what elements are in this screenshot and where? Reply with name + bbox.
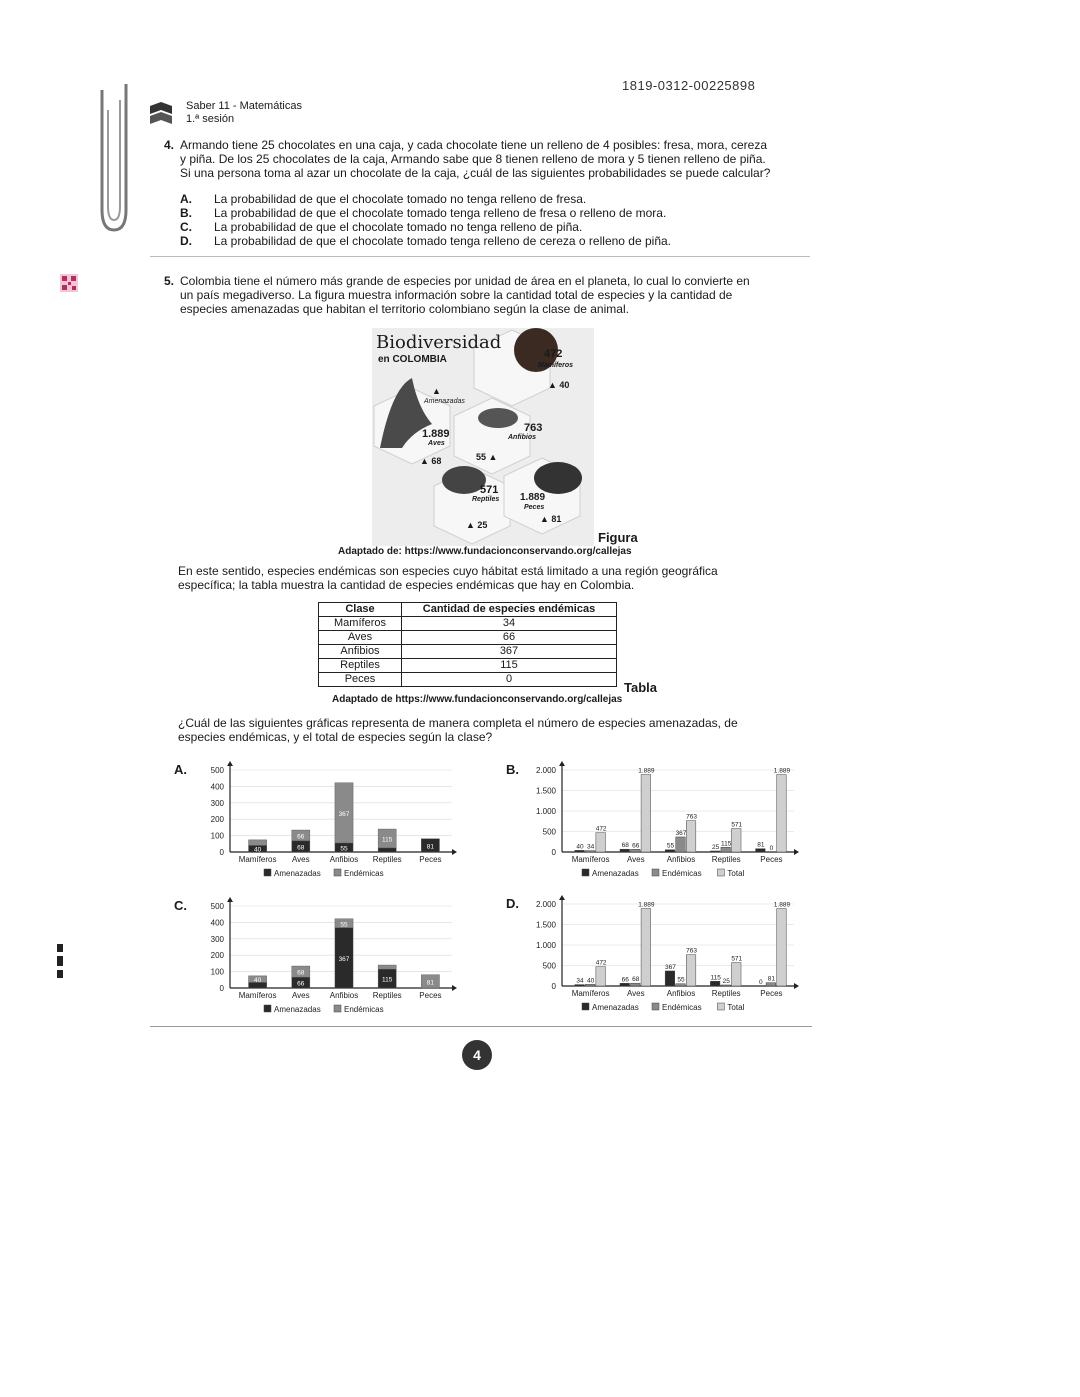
y-tick-label: 1.500	[535, 920, 556, 930]
data-label: 66	[621, 976, 629, 984]
y-tick-label: 100	[210, 831, 224, 841]
bar	[721, 847, 731, 852]
data-label: 81	[767, 975, 776, 983]
bar	[575, 850, 585, 852]
legend-swatch	[717, 1003, 724, 1010]
table-caption: Tabla	[624, 680, 657, 695]
exam-logo-icon	[148, 100, 174, 126]
threat-legend-label: Amenazadas	[424, 398, 465, 405]
birds-total: 1.889	[422, 428, 450, 440]
chart-c-svg	[174, 896, 464, 1020]
legend-swatch	[264, 1005, 271, 1012]
biodiversity-infographic: Biodiversidad en COLOMBIA 472 Mamíferos ▲ 40 ▲ Amenazadas 1.889 Aves ▲ 68 763 Anfibios 55 ▲ 571 Reptiles ▲ 25 1.889 Peces ▲ 81	[372, 328, 594, 546]
data-label: 68	[632, 976, 640, 984]
option-letter: C.	[174, 898, 187, 913]
legend-label: Endémicas	[662, 1003, 702, 1012]
question-text-line: Si una persona toma al azar un chocolate de la caja, ¿cuál de las siguientes probabilidades se puede calcular?	[180, 166, 771, 180]
data-label: 66	[297, 980, 305, 988]
table-source: Adaptado de https://www.fundacionconservando.org/callejas	[332, 694, 623, 705]
data-label: 115	[721, 840, 732, 848]
y-axis-arrow	[559, 895, 565, 900]
y-tick-label: 500	[542, 827, 556, 837]
x-tick-label: Reptiles	[711, 989, 741, 998]
data-label: 68	[297, 844, 305, 852]
legend-swatch	[717, 869, 724, 876]
x-axis-arrow	[452, 849, 457, 855]
amphibians-label: Anfibios	[508, 434, 536, 441]
x-tick-label: Mamíferos	[238, 855, 277, 864]
divider	[150, 256, 810, 257]
subject-title: Saber 11 - Matemáticas	[186, 100, 302, 112]
prompt-line: ¿Cuál de las siguientes gráficas representa de manera completa el número de especies amenazadas, de	[178, 716, 738, 730]
paragraph-line: En este sentido, especies endémicas son especies cuyo hábitat está limitado a una región geográfica	[178, 564, 718, 578]
data-label: 40	[253, 977, 262, 985]
data-label: 68	[621, 842, 629, 850]
legend-label: Amenazadas	[274, 1005, 321, 1014]
y-tick-label: 1.500	[535, 786, 556, 796]
x-tick-label: Reptiles	[711, 855, 741, 864]
fish-threatened: 81	[551, 514, 562, 524]
y-tick-label: 100	[210, 967, 224, 977]
prompt-line: especies endémicas, y el total de especies según la clase?	[178, 730, 493, 744]
table-header: Cantidad de especies endémicas	[402, 603, 617, 617]
legend-swatch	[334, 1005, 341, 1012]
x-tick-label: Peces	[760, 989, 783, 998]
data-label: 1.889	[638, 767, 655, 775]
qr-mark-icon	[60, 274, 78, 292]
y-tick-label: 500	[542, 961, 556, 971]
y-tick-label: 1.000	[535, 941, 556, 950]
data-label: 115	[382, 976, 393, 984]
amphibians-threatened: 55	[476, 452, 487, 462]
bar	[631, 849, 641, 852]
y-tick-label: 1.000	[535, 807, 556, 816]
y-tick-label: 200	[210, 951, 224, 961]
bar	[596, 833, 606, 852]
fish-icon	[534, 462, 582, 494]
answer-option[interactable]: C. La probabilidad de que el chocolate tomado no tenga relleno de piña.	[180, 220, 583, 234]
question-number: 4.	[164, 138, 175, 152]
y-tick-label: 0	[551, 982, 556, 991]
question-text-line: y piña. De los 25 chocolates de la caja, Armando sabe que 8 tienen relleno de mora y 5 tienen relleno de piña.	[180, 152, 766, 166]
reptiles-label: Reptiles	[472, 496, 500, 503]
option-letter: A.	[174, 762, 187, 777]
y-tick-label: 0	[551, 848, 556, 857]
data-label: 472	[595, 959, 607, 967]
question-text-line: un país megadiverso. La figura muestra información sobre la cantidad total de especies y la cantidad de	[180, 288, 733, 302]
y-axis-arrow	[559, 761, 565, 766]
data-label: 40	[253, 846, 262, 854]
question-text-line: especies amenazadas que habitan el territorio colombiano según la clase de animal.	[180, 302, 629, 316]
chart-b-svg	[506, 760, 806, 884]
bar	[710, 981, 720, 986]
data-label: 115	[710, 974, 721, 982]
session-label: 1.ª sesión	[186, 113, 235, 125]
chart-option-c[interactable]	[174, 896, 464, 1020]
y-tick-label: 300	[210, 798, 224, 808]
document-code: 1819-0312-00225898	[622, 78, 756, 93]
x-tick-label: Mamíferos	[571, 855, 610, 864]
data-label: 81	[426, 843, 435, 851]
data-label: 66	[632, 842, 640, 850]
y-tick-label: 200	[210, 815, 224, 825]
legend-label: Total	[727, 1003, 745, 1012]
side-margin-mark	[56, 944, 64, 978]
bar	[686, 955, 696, 986]
x-tick-label: Reptiles	[372, 991, 402, 1000]
question-number: 5.	[164, 274, 175, 288]
paragraph-endemic	[178, 564, 804, 592]
data-label: 367	[665, 963, 676, 971]
option-letter: B.	[506, 762, 519, 777]
infographic-title: Biodiversidad	[376, 332, 502, 353]
table-row: Mamíferos 34	[319, 617, 617, 631]
question-text-line: Colombia tiene el número más grande de especies por unidad de área en el planeta, lo cual lo convierte en	[180, 274, 750, 288]
infographic-subtitle: COLOMBIA	[392, 354, 447, 365]
data-label: 66	[297, 833, 305, 841]
amphibians-total: 763	[524, 422, 543, 434]
data-label: 40	[576, 843, 584, 851]
data-label: 0	[759, 979, 763, 986]
data-label: 571	[731, 821, 743, 829]
bar	[575, 985, 585, 986]
bar	[710, 851, 720, 852]
bar	[585, 851, 595, 852]
paper-clip-icon	[88, 80, 132, 240]
page-header	[148, 100, 348, 128]
bar	[721, 985, 731, 986]
x-tick-label: Peces	[760, 855, 783, 864]
bar	[665, 971, 675, 986]
legend-swatch	[582, 869, 589, 876]
paragraph-line: específica; la tabla muestra la cantidad de especies endémicas que hay en Colombia.	[178, 578, 635, 592]
x-tick-label: Peces	[419, 855, 442, 864]
x-tick-label: Mamíferos	[571, 989, 610, 998]
data-label: 1.889	[638, 901, 655, 909]
y-tick-label: 2.000	[535, 900, 556, 909]
x-tick-label: Aves	[291, 991, 310, 1000]
bar	[596, 967, 606, 986]
bar	[620, 983, 630, 986]
bar	[585, 984, 595, 986]
bar	[641, 775, 651, 852]
data-label: 55	[666, 842, 675, 850]
mammals-label: Mamíferos	[538, 362, 574, 369]
y-tick-label: 2.000	[535, 766, 556, 775]
bar	[676, 837, 686, 852]
data-label: 68	[297, 969, 305, 977]
legend-label: Amenazadas	[592, 869, 639, 878]
birds-label: Aves	[428, 440, 445, 447]
y-tick-label: 400	[210, 918, 224, 928]
data-label: 25	[712, 843, 720, 851]
bar	[620, 849, 630, 852]
birds-threatened: 68	[431, 456, 442, 466]
bar	[766, 983, 776, 986]
table-row: Anfibios 367	[319, 645, 617, 659]
x-tick-label: Reptiles	[372, 855, 402, 864]
reptiles-total: 571	[480, 484, 499, 496]
data-label: 55	[340, 921, 348, 929]
answer-option[interactable]: D. La probabilidad de que el chocolate tomado tenga relleno de cereza o relleno de piña.	[180, 234, 671, 248]
legend-label: Amenazadas	[274, 869, 321, 878]
question-4	[164, 138, 814, 248]
y-tick-label: 0	[219, 848, 224, 857]
y-tick-label: 500	[210, 766, 224, 775]
data-label: 55	[677, 976, 685, 984]
data-label: 34	[586, 843, 595, 851]
data-label: 25	[722, 977, 730, 985]
x-tick-label: Aves	[626, 989, 645, 998]
y-tick-label: 300	[210, 934, 224, 944]
bar	[777, 775, 787, 852]
bar	[731, 963, 741, 986]
bar	[676, 984, 686, 986]
data-label: 55	[340, 845, 348, 853]
bar	[756, 849, 766, 852]
reptiles-threatened: 25	[477, 520, 488, 530]
option-letter: D.	[506, 896, 519, 911]
bar	[249, 840, 267, 846]
table-row: Reptiles 115	[319, 659, 617, 673]
data-label: 81	[757, 841, 765, 849]
x-axis-arrow	[794, 983, 799, 989]
bar	[731, 829, 741, 852]
x-tick-label: Aves	[626, 855, 645, 864]
legend-swatch	[264, 869, 271, 876]
legend-label: Endémicas	[344, 869, 384, 878]
data-label: 472	[595, 825, 607, 833]
question-5	[164, 274, 814, 316]
data-label: 571	[731, 955, 743, 963]
data-label: 1.889	[773, 901, 791, 909]
chart-option-b[interactable]	[506, 760, 806, 884]
endemic-species-table	[318, 602, 617, 687]
fish-label: Peces	[524, 504, 545, 511]
x-tick-label: Anfibios	[666, 989, 696, 998]
data-label: 40	[586, 977, 595, 985]
y-tick-label: 400	[210, 782, 224, 792]
x-tick-label: Anfibios	[329, 855, 359, 864]
data-label: 81	[426, 979, 435, 987]
chart-option-a[interactable]	[174, 760, 464, 884]
x-tick-label: Anfibios	[666, 855, 696, 864]
x-axis-arrow	[794, 849, 799, 855]
table-row: Aves 66	[319, 631, 617, 645]
bar	[631, 983, 641, 986]
legend-label: Total	[727, 869, 745, 878]
figure-source: Adaptado de: https://www.fundacionconservando.org/callejas	[338, 546, 632, 557]
chart-d-svg	[506, 894, 806, 1018]
legend-swatch	[652, 1003, 659, 1010]
y-axis-arrow	[227, 897, 233, 902]
data-label: 1.889	[773, 767, 791, 775]
question-text-line: Armando tiene 25 chocolates en una caja, y cada chocolate tiene un relleno de 4 posibles: fresa, mora, cereza	[180, 138, 768, 152]
table-row: Peces 0	[319, 673, 617, 687]
legend-swatch	[334, 869, 341, 876]
bar	[641, 909, 651, 986]
x-tick-label: Mamíferos	[238, 991, 277, 1000]
bar	[665, 850, 675, 852]
data-label: 367	[338, 810, 350, 818]
frog-icon	[478, 408, 518, 428]
legend-label: Endémicas	[344, 1005, 384, 1014]
chart-option-d[interactable]	[506, 894, 806, 1018]
chart-a-svg	[174, 760, 464, 884]
fish-total: 1.889	[520, 492, 546, 503]
divider	[150, 1026, 812, 1027]
y-axis-arrow	[227, 761, 233, 766]
y-tick-label: 500	[210, 902, 224, 911]
x-axis-arrow	[452, 985, 457, 991]
legend-label: Endémicas	[662, 869, 702, 878]
mammals-threatened: 40	[559, 380, 570, 390]
question-prompt	[178, 716, 804, 744]
bar	[686, 821, 696, 852]
x-tick-label: Peces	[419, 991, 442, 1000]
legend-swatch	[652, 869, 659, 876]
data-label: 115	[382, 836, 393, 844]
infographic-subtitle-prefix: en	[378, 354, 390, 365]
data-label: 763	[686, 813, 697, 821]
bar	[378, 965, 396, 969]
data-label: 367	[338, 955, 350, 963]
data-label: 0	[769, 845, 774, 852]
bar	[378, 848, 396, 852]
legend-label: Amenazadas	[592, 1003, 639, 1012]
figure-caption: Figura	[598, 530, 638, 545]
x-tick-label: Anfibios	[329, 991, 359, 1000]
legend-swatch	[582, 1003, 589, 1010]
y-tick-label: 0	[219, 984, 224, 993]
data-label: 367	[675, 829, 687, 837]
x-tick-label: Aves	[291, 855, 310, 864]
table-header: Clase	[319, 603, 402, 617]
answer-option[interactable]: A. La probabilidad de que el chocolate tomado no tenga relleno de fresa.	[180, 192, 587, 206]
mammals-total: 472	[544, 348, 563, 360]
data-label: 763	[686, 947, 697, 955]
bar	[777, 909, 787, 986]
page-number: 4	[462, 1040, 492, 1070]
answer-option[interactable]: B. La probabilidad de que el chocolate tomado tenga relleno de fresa o relleno de mora.	[180, 206, 667, 220]
data-label: 34	[576, 977, 584, 985]
